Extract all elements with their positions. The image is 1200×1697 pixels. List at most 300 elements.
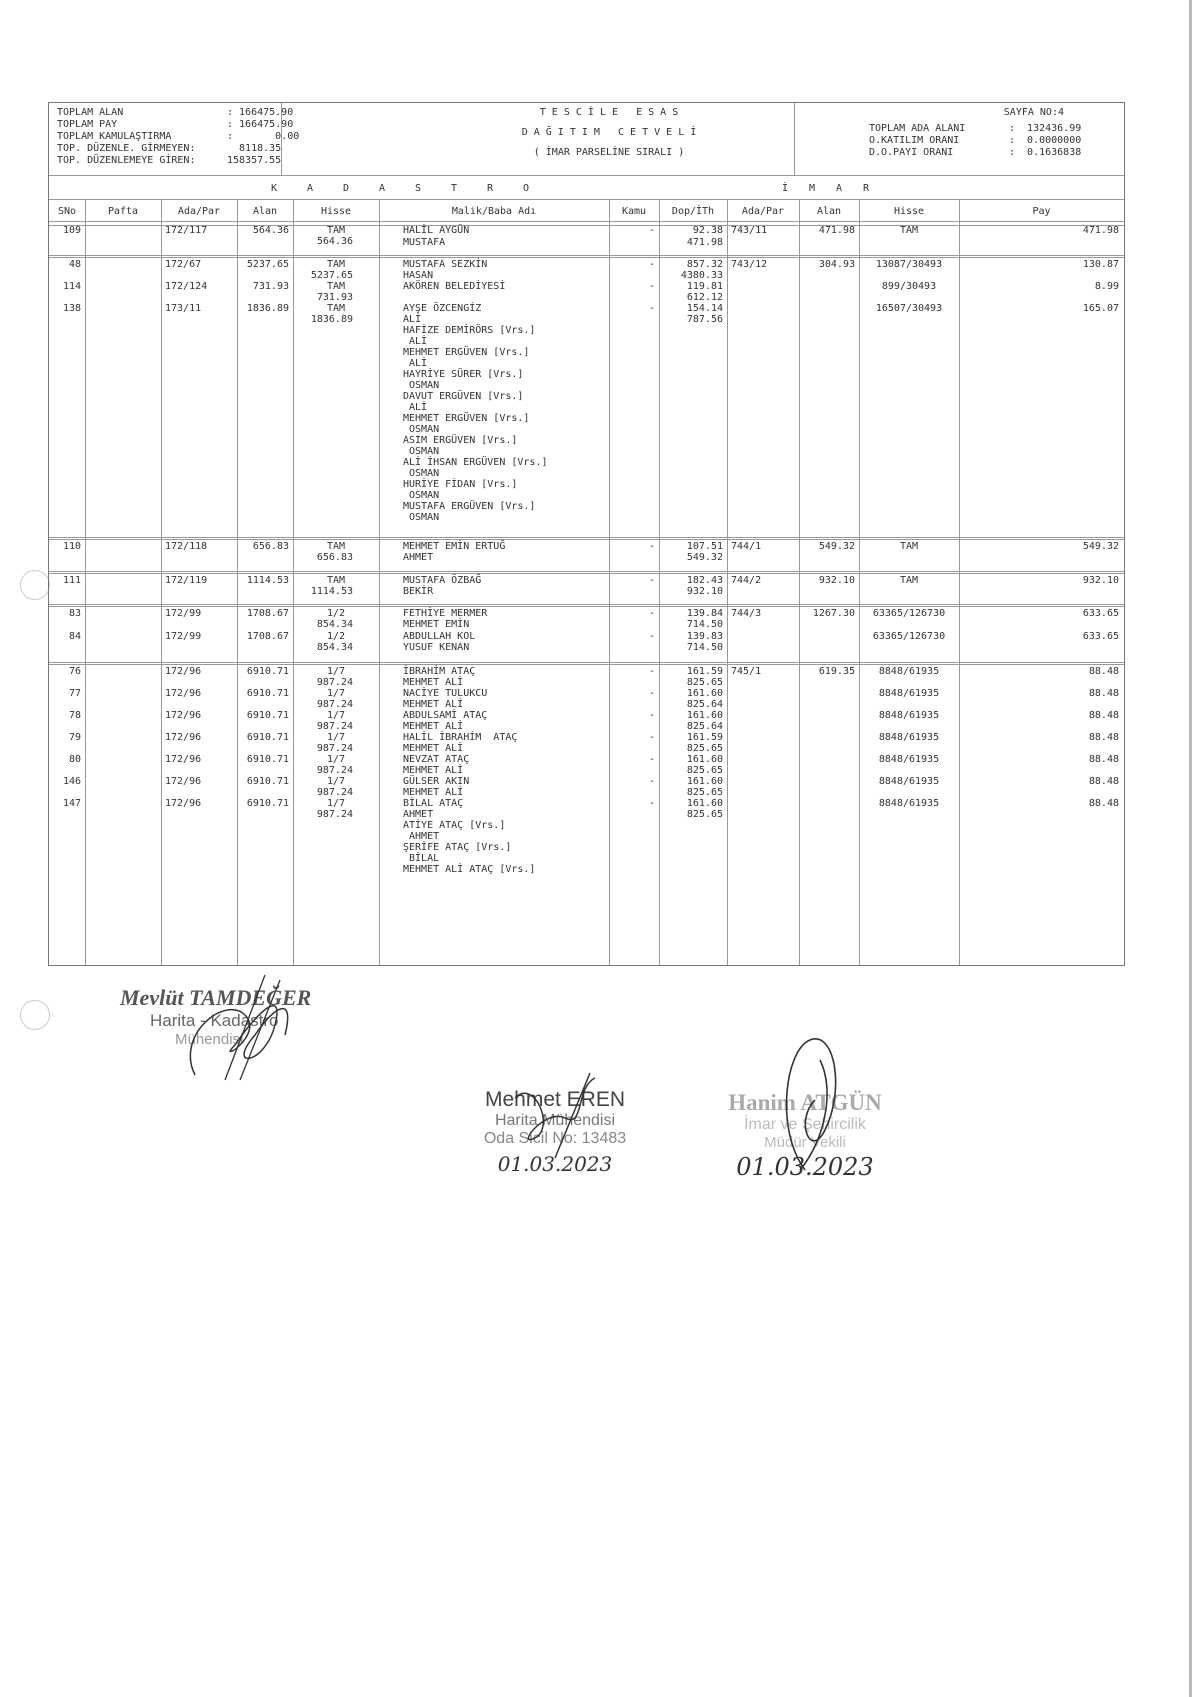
imar-pay: 633.65 [1082, 608, 1119, 619]
page-edge [1189, 0, 1192, 1697]
kamu-cell: - [648, 259, 655, 270]
owner-name: OSMAN [403, 468, 440, 479]
imar-pay: 8.99 [1094, 281, 1119, 292]
imar-pay: 88.48 [1088, 798, 1119, 809]
column-divider [727, 199, 728, 965]
total-row [57, 155, 347, 167]
kamu-cell: - [648, 303, 655, 314]
imar-ada-par: 743/12 [731, 259, 768, 270]
total-row [57, 107, 347, 119]
kadastro-hisse-area: 564.36 [316, 236, 353, 247]
total-label: TOP. DÜZENLE. GİRMEYEN: [57, 143, 196, 154]
dop-ith-value: 825.65 [686, 765, 723, 776]
kadastro-alan: 6910.71 [246, 776, 289, 787]
kamu-cell: - [648, 666, 655, 677]
dop-ith-value: 825.64 [686, 699, 723, 710]
kadastro-ada-par: 172/96 [165, 688, 202, 699]
owner-name: MEHMET EMİN ERTUĞ [403, 541, 506, 552]
band-letter-imar: R [863, 183, 870, 194]
owner-name: MEHMET ALİ [403, 721, 464, 732]
imar-alan: 1267.30 [812, 608, 855, 619]
dop-ith-value: 92.38 [692, 225, 723, 236]
imar-ada-par: 744/2 [731, 575, 762, 586]
column-header: Pay [1032, 206, 1051, 217]
title-line-3: ( İMAR PARSELİNE SIRALI ) [533, 147, 685, 158]
dop-ith-value: 825.65 [686, 787, 723, 798]
imar-ada-par: 743/11 [731, 225, 768, 236]
total-label: TOPLAM KAMULAŞTIRMA [57, 131, 172, 142]
band-letter-kadastro: T [451, 183, 458, 194]
total-value: : 0.00 [227, 131, 300, 142]
kadastro-alan: 6910.71 [246, 666, 289, 677]
signer-name: Mevlüt TAMDEĞER [120, 985, 312, 1010]
title-block [469, 107, 749, 159]
owner-name: AHMET [403, 552, 434, 563]
kamu-cell: - [648, 710, 655, 721]
imar-alan: 619.35 [818, 666, 855, 677]
owner-name: OSMAN [403, 380, 440, 391]
kamu-cell: - [648, 631, 655, 642]
owner-name: MEHMET ALİ [403, 765, 464, 776]
sno-cell: 138 [62, 303, 81, 314]
kadastro-alan: 1836.89 [246, 303, 289, 314]
signer-role: Müdür Vekili [764, 1134, 846, 1151]
kadastro-hisse-area: 854.34 [316, 642, 353, 653]
kadastro-hisse: 1/7 [326, 666, 346, 677]
imar-pay: 88.48 [1088, 688, 1119, 699]
sno-cell: 77 [68, 688, 81, 699]
band-letter-kadastro: S [415, 183, 422, 194]
ratio-row [869, 123, 1119, 135]
total-label: TOP. DÜZENLEMEYE GİREN: [57, 155, 196, 166]
ratio-value: : 132436.99 [1009, 123, 1082, 134]
signature-block-1 [120, 985, 311, 1048]
column-header: Malik/Baba Adı [451, 206, 537, 217]
group-divider [49, 537, 1124, 538]
column-header: Hisse [320, 206, 352, 217]
kadastro-hisse-area: 1836.89 [310, 314, 353, 325]
kadastro-ada-par: 172/99 [165, 631, 202, 642]
dop-ith-value: 161.60 [686, 776, 723, 787]
total-value: : 166475.90 [227, 107, 294, 118]
kadastro-alan: 6910.71 [246, 754, 289, 765]
kamu-cell: - [648, 688, 655, 699]
total-row [57, 119, 347, 131]
owner-name: NEVZAT ATAÇ [403, 754, 470, 765]
dop-ith-value: 182.43 [686, 575, 723, 586]
group-divider [49, 573, 1124, 574]
kadastro-ada-par: 172/96 [165, 776, 202, 787]
column-header: Alan [252, 206, 278, 217]
kadastro-alan: 5237.65 [246, 259, 289, 270]
owner-name: OSMAN [403, 490, 440, 501]
kadastro-hisse: 1/7 [326, 688, 346, 699]
sno-cell: 76 [68, 666, 81, 677]
kamu-cell: - [648, 225, 655, 236]
owner-name: HALİL İBRAHİM ATAÇ [403, 732, 518, 743]
kadastro-ada-par: 172/124 [165, 281, 208, 292]
dop-ith-value: 4380.33 [680, 270, 723, 281]
kadastro-hisse: 1/7 [326, 732, 346, 743]
dop-ith-value: 714.50 [686, 642, 723, 653]
owner-name: HAFİZE DEMİRÖRS [Vrs.] [403, 325, 536, 336]
imar-hisse: 8848/61935 [878, 798, 940, 809]
imar-pay: 88.48 [1088, 754, 1119, 765]
kadastro-ada-par: 172/118 [165, 541, 208, 552]
imar-pay: 165.07 [1082, 303, 1119, 314]
kadastro-hisse: 1/7 [326, 710, 346, 721]
sno-cell: 111 [62, 575, 81, 586]
owner-name: ATİYE ATAÇ [Vrs.] [403, 820, 506, 831]
punch-hole [20, 570, 50, 600]
owner-name: MUSTAFA ERGÜVEN [Vrs.] [403, 501, 536, 512]
dop-ith-value: 119.81 [686, 281, 723, 292]
imar-hisse: 63365/126730 [872, 631, 946, 642]
owner-name: ASIM ERGÜVEN [Vrs.] [403, 435, 518, 446]
imar-hisse: 8848/61935 [878, 688, 940, 699]
group-divider [49, 604, 1124, 605]
band-letter-imar: İ [782, 183, 789, 194]
owner-name: BİLAL [403, 853, 440, 864]
imar-pay: 633.65 [1082, 631, 1119, 642]
owner-name: HASAN [403, 270, 434, 281]
ratio-label: O.KATILIM ORANI [869, 135, 960, 146]
dop-ith-value: 139.83 [686, 631, 723, 642]
kadastro-ada-par: 172/99 [165, 608, 202, 619]
kadastro-hisse-area: 656.83 [316, 552, 353, 563]
sign-date: 01.03.2023 [497, 1152, 613, 1176]
sign-date: 01.03.2023 [736, 1153, 874, 1181]
kadastro-hisse: TAM [326, 303, 346, 314]
kadastro-hisse: TAM [326, 281, 346, 292]
owner-name: HALİL AYGÜN [403, 225, 470, 236]
kamu-cell: - [648, 754, 655, 765]
kadastro-hisse: TAM [326, 575, 346, 586]
dop-ith-value: 161.60 [686, 798, 723, 809]
dop-ith-value: 471.98 [686, 237, 723, 248]
kadastro-hisse-area: 731.93 [316, 292, 353, 303]
owner-name: AHMET [403, 831, 440, 842]
sno-cell: 79 [68, 732, 81, 743]
kadastro-hisse-area: 5237.65 [310, 270, 353, 281]
owner-name: MUSTAFA ÖZBAĞ [403, 575, 482, 586]
ratio-row [869, 147, 1119, 159]
dop-ith-value: 161.59 [686, 666, 723, 677]
imar-hisse: 63365/126730 [872, 608, 946, 619]
owner-name: BİLAL ATAÇ [403, 798, 464, 809]
kadastro-hisse: TAM [326, 541, 346, 552]
owner-name: MEHMET ALİ [403, 743, 464, 754]
kadastro-ada-par: 172/96 [165, 732, 202, 743]
imar-ada-par: 744/1 [731, 541, 762, 552]
owner-name: HURİYE FİDAN [Vrs.] [403, 479, 518, 490]
imar-hisse: 16507/30493 [875, 303, 943, 314]
column-header: Pafta [107, 206, 139, 217]
kadastro-alan: 6910.71 [246, 732, 289, 743]
owner-name: MEHMET ALİ [403, 677, 464, 688]
owner-name: MEHMET ALİ ATAÇ [Vrs.] [403, 864, 536, 875]
owner-name: OSMAN [403, 512, 440, 523]
dop-ith-value: 825.65 [686, 809, 723, 820]
owner-name: ABDULLAH KOL [403, 631, 476, 642]
total-row [57, 131, 347, 143]
dop-ith-value: 139.84 [686, 608, 723, 619]
imar-hisse: TAM [899, 541, 919, 552]
total-value: 8118.35 [227, 143, 282, 154]
kadastro-hisse: 1/2 [326, 631, 346, 642]
ratio-label: D.O.PAYI ORANI [869, 147, 954, 158]
handwritten-signature [765, 1030, 855, 1180]
dop-ith-value: 825.64 [686, 721, 723, 732]
band-letter-kadastro: A [307, 183, 314, 194]
dop-ith-value: 161.60 [686, 710, 723, 721]
kadastro-alan: 6910.71 [246, 798, 289, 809]
sno-cell: 80 [68, 754, 81, 765]
owner-name: OSMAN [403, 446, 440, 457]
kamu-cell: - [648, 798, 655, 809]
owner-name: MUSTAFA [403, 237, 446, 248]
ratio-value: : 0.0000000 [1009, 135, 1082, 146]
group-divider [49, 255, 1124, 256]
band-letter-kadastro: K [271, 183, 278, 194]
owner-name: ALİ [403, 336, 428, 347]
punch-hole [20, 1000, 50, 1030]
kadastro-hisse: 1/2 [326, 608, 346, 619]
imar-pay: 549.32 [1082, 541, 1119, 552]
imar-hisse: 8848/61935 [878, 732, 940, 743]
kadastro-hisse-area: 987.24 [316, 765, 353, 776]
kadastro-hisse: TAM [326, 259, 346, 270]
imar-pay: 88.48 [1088, 710, 1119, 721]
owner-name: MUSTAFA SEZKİN [403, 259, 488, 270]
ratio-row [869, 135, 1119, 147]
dop-ith-value: 161.60 [686, 754, 723, 765]
signer-title: Harita Mühendisi [494, 1112, 616, 1129]
totals-right [869, 123, 1119, 159]
kamu-cell: - [648, 776, 655, 787]
dop-ith-value: 714.50 [686, 619, 723, 630]
handwritten-signature [165, 975, 305, 1085]
owner-name: GÜLSER AKIN [403, 776, 470, 787]
kamu-cell: - [648, 608, 655, 619]
sno-cell: 110 [62, 541, 81, 552]
sno-cell: 109 [62, 225, 81, 236]
owner-name: HAYRİYE SÜRER [Vrs.] [403, 369, 524, 380]
signer-name: Mehmet EREN [484, 1088, 626, 1111]
owner-name: OSMAN [403, 424, 440, 435]
imar-ada-par: 744/3 [731, 608, 762, 619]
column-header: Kamu [621, 206, 647, 217]
kadastro-ada-par: 173/11 [165, 303, 202, 314]
kamu-cell: - [648, 541, 655, 552]
sno-cell: 147 [62, 798, 81, 809]
imar-hisse: 899/30493 [881, 281, 937, 292]
owner-name: ALİ İHSAN ERGÜVEN [Vrs.] [403, 457, 548, 468]
kadastro-hisse: 1/7 [326, 776, 346, 787]
kadastro-alan: 1708.67 [246, 608, 289, 619]
owner-name: MEHMET ERGÜVEN [Vrs.] [403, 347, 530, 358]
dop-ith-value: 154.14 [686, 303, 723, 314]
kamu-cell: - [648, 575, 655, 586]
signer-name: Hanim ATGÜN [728, 1090, 882, 1115]
owner-name: AYŞE ÖZCENGİZ [403, 303, 482, 314]
dop-ith-value: 825.65 [686, 677, 723, 688]
owner-name: FETHİYE MERMER [403, 608, 488, 619]
sno-cell: 114 [62, 281, 81, 292]
signer-title: Harita - Kadastro [150, 1011, 279, 1030]
imar-hisse: 8848/61935 [878, 754, 940, 765]
imar-hisse: TAM [899, 225, 919, 236]
owner-name: MEHMET ALİ [403, 787, 464, 798]
group-divider [49, 664, 1124, 665]
kamu-cell: - [648, 732, 655, 743]
band-letter-imar: A [836, 183, 843, 194]
kadastro-hisse-area: 987.24 [316, 787, 353, 798]
imar-ada-par: 745/1 [731, 666, 762, 677]
column-divider [85, 199, 86, 965]
band-letter-kadastro: D [343, 183, 350, 194]
kadastro-ada-par: 172/96 [165, 798, 202, 809]
imar-alan: 471.98 [818, 225, 855, 236]
kadastro-hisse-area: 987.24 [316, 699, 353, 710]
kadastro-hisse: TAM [326, 225, 346, 236]
group-divider [49, 571, 1124, 572]
band-letter-imar: M [809, 183, 816, 194]
group-divider [49, 539, 1124, 540]
total-label: TOPLAM ALAN [57, 107, 124, 118]
dop-ith-value: 549.32 [686, 552, 723, 563]
imar-alan: 932.10 [818, 575, 855, 586]
owner-name: ALİ [403, 402, 428, 413]
kadastro-hisse: 1/7 [326, 754, 346, 765]
signature-block-2 [450, 1088, 660, 1176]
kadastro-ada-par: 172/96 [165, 710, 202, 721]
sno-cell: 78 [68, 710, 81, 721]
kamu-cell: - [648, 281, 655, 292]
handwritten-signature [495, 1068, 615, 1168]
owner-name: ALİ [403, 314, 422, 325]
group-divider [49, 662, 1124, 663]
kadastro-hisse-area: 987.24 [316, 677, 353, 688]
kadastro-alan: 6910.71 [246, 688, 289, 699]
owner-name: AHMET [403, 809, 434, 820]
group-divider [49, 257, 1124, 258]
total-value: 158357.55 [227, 155, 282, 166]
sno-cell: 48 [68, 259, 81, 270]
signer-role: Mühendisi [175, 1031, 244, 1048]
owner-name: ALİ [403, 358, 428, 369]
kadastro-alan: 1708.67 [246, 631, 289, 642]
imar-hisse: 8848/61935 [878, 710, 940, 721]
column-header: Hisse [893, 206, 925, 217]
column-header: Ada/Par [177, 206, 221, 217]
owner-name: ABDULSAMİ ATAÇ [403, 710, 488, 721]
sno-cell: 146 [62, 776, 81, 787]
owner-name: MEHMET ERGÜVEN [Vrs.] [403, 413, 530, 424]
owner-name: AKÖREN BELEDİYESİ [403, 281, 506, 292]
kadastro-ada-par: 172/96 [165, 754, 202, 765]
dop-ith-value: 932.10 [686, 586, 723, 597]
total-value: : 166475.90 [227, 119, 294, 130]
kadastro-hisse-area: 854.34 [316, 619, 353, 630]
owner-name: NACİYE TULUKCU [403, 688, 488, 699]
owner-name: YUSUF KENAN [403, 642, 470, 653]
column-header: Dop/İTh [671, 206, 715, 217]
dop-ith-value: 787.56 [686, 314, 723, 325]
totals-left [57, 107, 347, 167]
band-letter-kadastro: O [523, 183, 530, 194]
total-row [57, 143, 347, 155]
ratio-label: TOPLAM ADA ALANI [869, 123, 966, 134]
owner-name: ŞERİFE ATAÇ [Vrs.] [403, 842, 512, 853]
total-label: TOPLAM PAY [57, 119, 118, 130]
dop-ith-value: 161.60 [686, 688, 723, 699]
kadastro-ada-par: 172/117 [165, 225, 208, 236]
kadastro-ada-par: 172/96 [165, 666, 202, 677]
kadastro-ada-par: 172/67 [165, 259, 202, 270]
ratio-value: : 0.1636838 [1009, 147, 1082, 158]
kadastro-hisse-area: 987.24 [316, 743, 353, 754]
title-line-2: D A Ğ I T I M C E T V E L İ [521, 127, 697, 138]
owner-name: DAVUT ERGÜVEN [Vrs.] [403, 391, 524, 402]
group-divider [49, 606, 1124, 607]
dop-ith-value: 612.12 [686, 292, 723, 303]
distribution-table [48, 102, 1125, 966]
title-line-1: T E S C İ L E E S A S [539, 107, 679, 118]
imar-hisse: 13087/30493 [875, 259, 943, 270]
owner-name: MEHMET EMİN [403, 619, 470, 630]
imar-hisse: TAM [899, 575, 919, 586]
imar-alan: 549.32 [818, 541, 855, 552]
kadastro-alan: 656.83 [252, 541, 289, 552]
column-header: Ada/Par [741, 206, 785, 217]
signature-block-3 [690, 1090, 920, 1181]
imar-hisse: 8848/61935 [878, 666, 940, 677]
sno-cell: 84 [68, 631, 81, 642]
kadastro-ada-par: 172/119 [165, 575, 208, 586]
sno-cell: 83 [68, 608, 81, 619]
dop-ith-value: 107.51 [686, 541, 723, 552]
kadastro-hisse: 1/7 [326, 798, 346, 809]
dop-ith-value: 857.32 [686, 259, 723, 270]
owner-name: BEKİR [403, 586, 434, 597]
imar-pay: 88.48 [1088, 776, 1119, 787]
owner-name: İBRAHİM ATAÇ [403, 666, 476, 677]
signer-role: Oda Sicil No: 13483 [483, 1130, 627, 1147]
imar-pay: 88.48 [1088, 666, 1119, 677]
kadastro-alan: 6910.71 [246, 710, 289, 721]
kadastro-hisse-area: 1114.53 [310, 586, 353, 597]
kadastro-alan: 731.93 [252, 281, 289, 292]
kadastro-hisse-area: 987.24 [316, 809, 353, 820]
owner-name: MEHMET ALİ [403, 699, 464, 710]
imar-alan: 304.93 [818, 259, 855, 270]
column-header: Alan [816, 206, 842, 217]
band-letter-kadastro: A [379, 183, 386, 194]
column-divider [161, 199, 162, 965]
signer-title: İmar ve Şehircilik [744, 1116, 866, 1133]
column-divider [379, 199, 380, 965]
band-letter-kadastro: R [487, 183, 494, 194]
page-number: SAYFA NO:4 [1003, 107, 1064, 118]
column-header: SNo [57, 206, 77, 217]
imar-pay: 130.87 [1082, 259, 1119, 270]
dop-ith-value: 825.65 [686, 743, 723, 754]
imar-pay: 471.98 [1082, 225, 1119, 236]
imar-pay: 932.10 [1082, 575, 1119, 586]
imar-hisse: 8848/61935 [878, 776, 940, 787]
kadastro-alan: 564.36 [252, 225, 289, 236]
